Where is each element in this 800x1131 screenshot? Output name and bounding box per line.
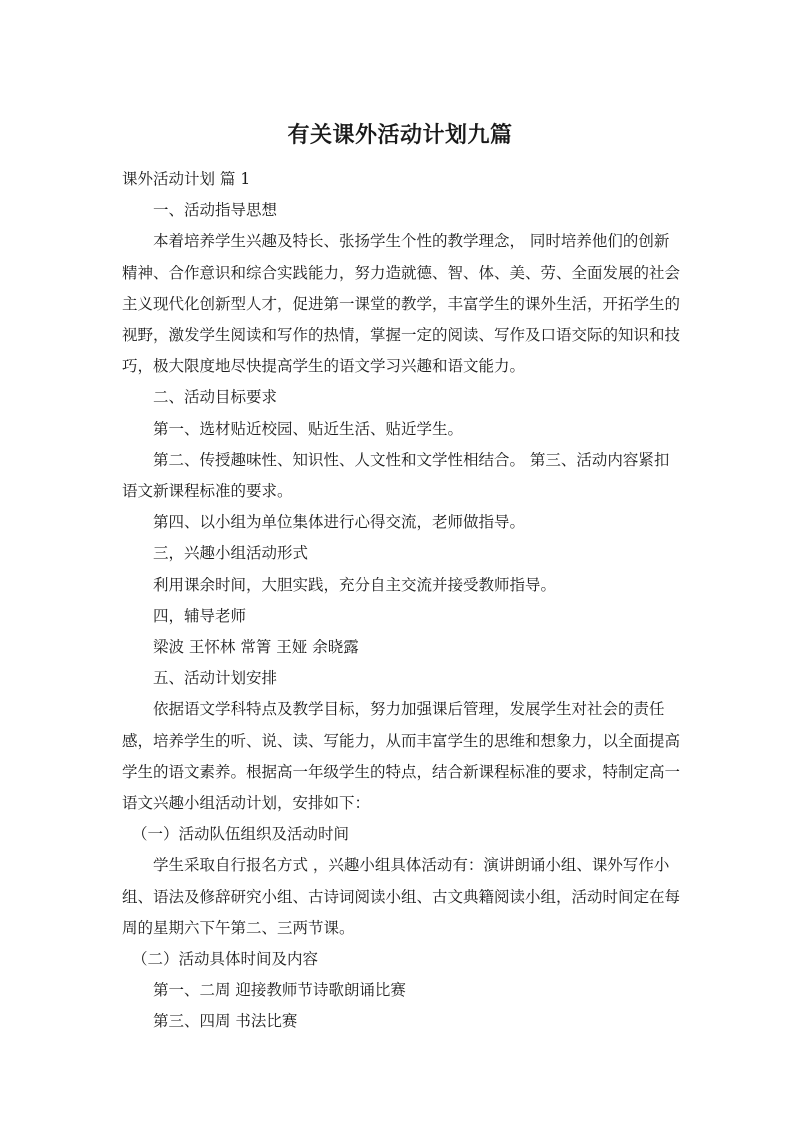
heading-guiding-ideology: 一、活动指导思想 bbox=[153, 201, 278, 220]
document-title: 有关课外活动计划九篇 bbox=[287, 123, 513, 148]
heading-tutors: 四，辅导老师 bbox=[153, 606, 247, 625]
heading-goals: 二、活动目标要求 bbox=[153, 388, 278, 407]
paragraph-guiding-ideology: 本着培养学生兴趣及特长、张扬学生个性的教学理念， 同时培养他们的创新精神、合作意识和综合实践能力，努力造就德、智、体、美、劳、全面发展的社会主义现代化创新型人才，促进第一课堂的教学，丰富学生的课外生活，开拓学生的视野，激发学生阅读和写作的热情，掌握一定的阅读、写作及口语交际的知识和技巧，极大限度地尽快提高学生的语文学习兴趣和语文能力。 bbox=[122, 232, 681, 376]
goal-item-2-3: 第二、传授趣味性、知识性、人文性和文学性相结合。 第三、活动内容紧扣语文新课程标准的要求。 bbox=[122, 450, 670, 501]
paragraph-organization: 学生采取自行报名方式 ，兴趣小组具体活动有：演讲朗诵小组、课外写作小组、语法及修辞研究小组、古诗词阅读小组、古文典籍阅读小组，活动时间定在每周的星期六下午第二、三两节课。 bbox=[122, 856, 681, 937]
document-body bbox=[122, 164, 682, 1038]
timeline-item-2: 第三、四周 书法比赛 bbox=[153, 1012, 298, 1031]
heading-activity-form: 三，兴趣小组活动形式 bbox=[153, 544, 309, 563]
subheading-organization: （一）活动队伍组织及活动时间 bbox=[132, 825, 350, 844]
paragraph-activity-form: 利用课余时间，大胆实践，充分自主交流并接受教师指导。 bbox=[153, 575, 557, 594]
paragraph-schedule: 依据语文学科特点及教学目标，努力加强课后管理，发展学生对社会的责任感，培养学生的听、说、读、写能力，从而丰富学生的思维和想象力，以全面提高学生的语文素养。根据高一年级学生的特点，结合新课程标准的要求，特制定高一语文兴趣小组活动计划，安排如下： bbox=[122, 700, 681, 813]
tutor-names: 梁波 王怀林 常箐 王娅 余晓露 bbox=[153, 638, 359, 657]
goal-item-1: 第一、选材贴近校园、贴近生活、贴近学生。 bbox=[153, 419, 464, 438]
timeline-item-1: 第一、二周 迎接教师节诗歌朗诵比赛 bbox=[153, 981, 406, 1000]
goal-item-4: 第四、以小组为单位集体进行心得交流，老师做指导。 bbox=[153, 513, 526, 532]
subheading-timeline: （二）活动具体时间及内容 bbox=[132, 950, 319, 969]
heading-schedule: 五、活动计划安排 bbox=[153, 669, 278, 688]
section-heading: 课外活动计划 篇 1 bbox=[122, 170, 251, 188]
